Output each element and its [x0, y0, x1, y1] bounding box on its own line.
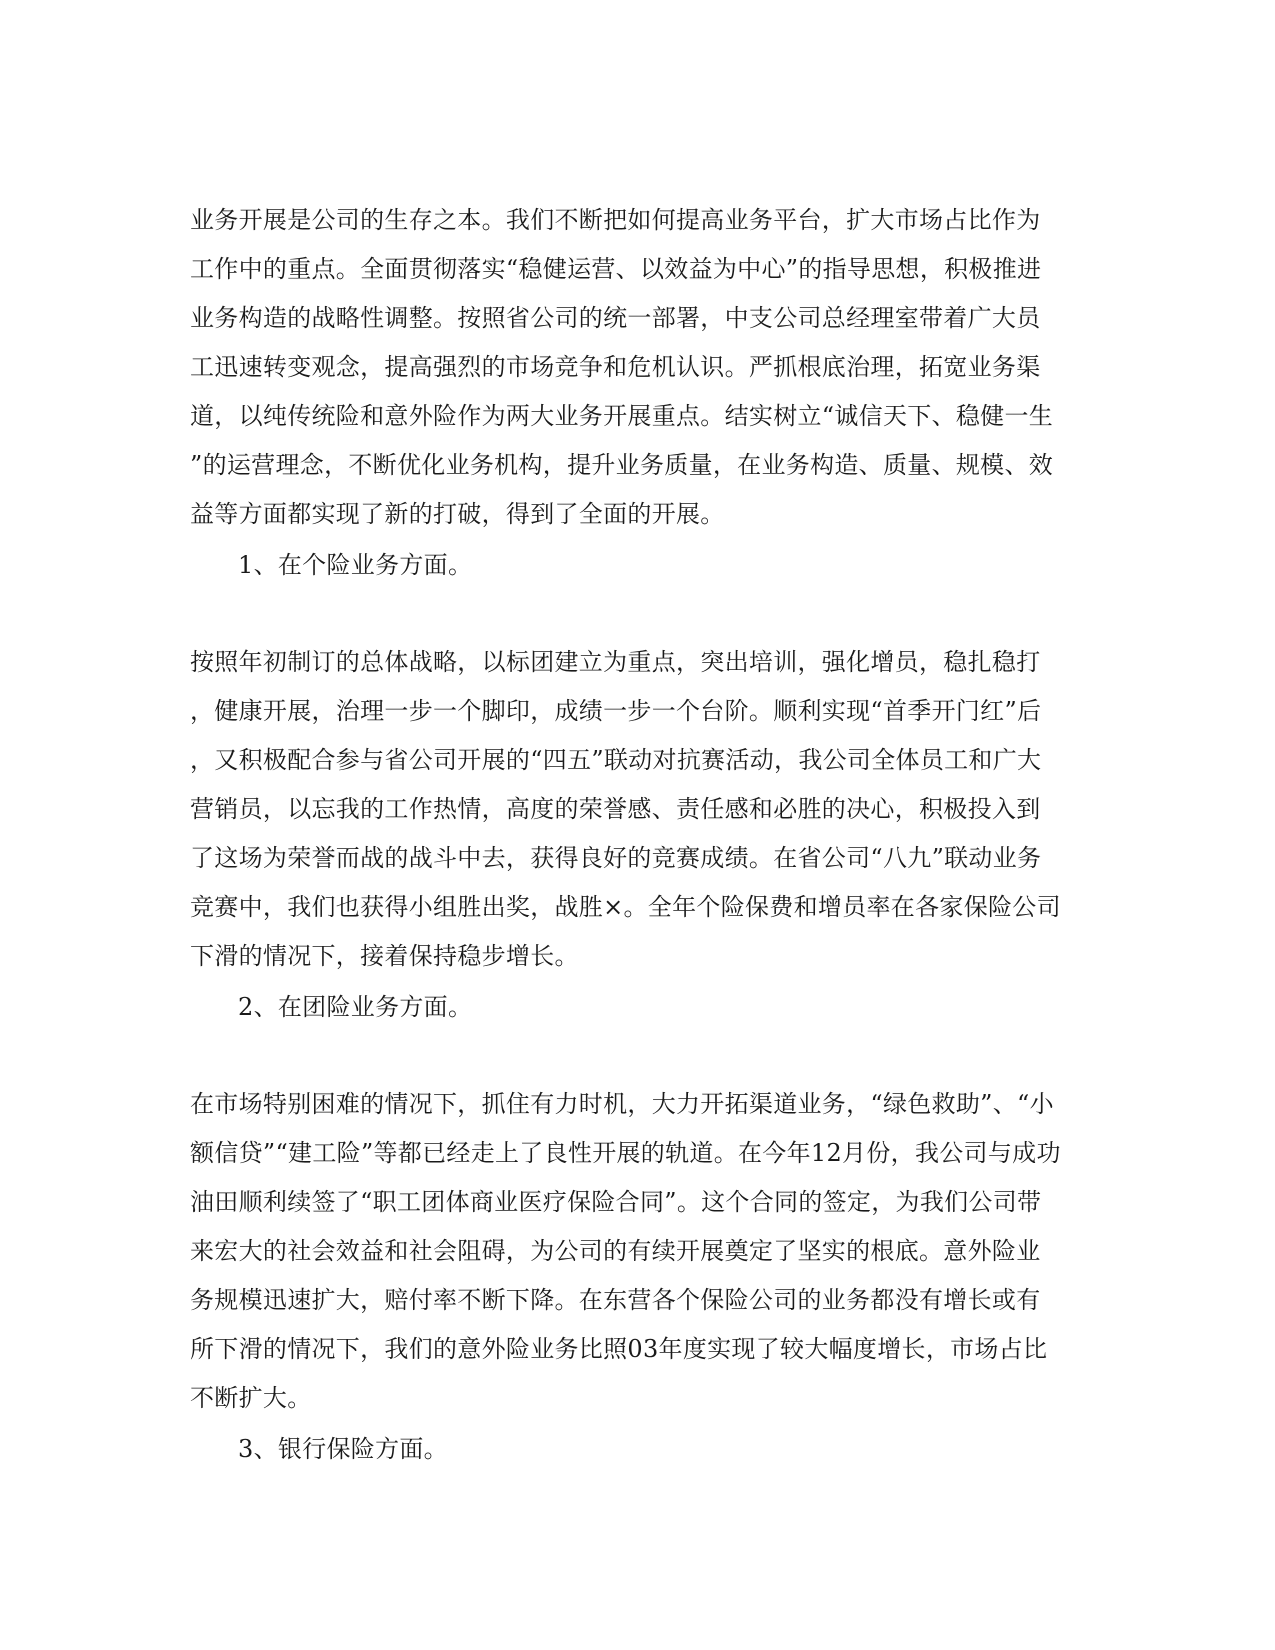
section-heading-2: 2、在团险业务方面。	[238, 993, 473, 1021]
paragraph-2-line-4: 营销员，以忘我的工作热情，高度的荣誉感、责任感和必胜的决心，积极投入到	[190, 795, 1041, 823]
paragraph-3-line-6: 所下滑的情况下，我们的意外险业务比照03年度实现了较大幅度增长，市场占比	[190, 1335, 1048, 1363]
paragraph-1-line-7: 益等方面都实现了新的打破，得到了全面的开展。	[190, 500, 725, 528]
paragraph-2-line-7: 下滑的情况下，接着保持稳步增长。	[190, 942, 579, 970]
paragraph-1-line-3: 业务构造的战略性调整。按照省公司的统一部署，中支公司总经理室带着广大员	[190, 304, 1041, 332]
paragraph-3-line-1: 在市场特别困难的情况下，抓住有力时机，大力开拓渠道业务，“绿色救助”、“小	[190, 1090, 1054, 1118]
paragraph-3-line-7: 不断扩大。	[190, 1384, 312, 1412]
paragraph-3-line-3: 油田顺利续签了“职工团体商业医疗保险合同”。这个合同的签定，为我们公司带	[190, 1188, 1042, 1216]
section-heading-3: 3、银行保险方面。	[238, 1435, 448, 1463]
paragraph-1-line-6: ”的运营理念，不断优化业务机构，提升业务质量，在业务构造、质量、规模、效	[190, 451, 1054, 479]
paragraph-1-line-4: 工迅速转变观念，提高强烈的市场竞争和危机认识。严抓根底治理，拓宽业务渠	[190, 353, 1041, 381]
paragraph-3-line-4: 来宏大的社会效益和社会阻碍，为公司的有续开展奠定了坚实的根底。意外险业	[190, 1237, 1041, 1265]
paragraph-3-line-2: 额信贷”“建工险”等都已经走上了良性开展的轨道。在今年12月份，我公司与成功	[190, 1139, 1061, 1167]
paragraph-2-line-6: 竞赛中，我们也获得小组胜出奖，战胜×。全年个险保费和增员率在各家保险公司	[190, 893, 1061, 921]
paragraph-2-line-2: ，健康开展，治理一步一个脚印，成绩一步一个台阶。顺利实现“首季开门红”后	[190, 697, 1042, 725]
paragraph-2-line-5: 了这场为荣誉而战的战斗中去，获得良好的竞赛成绩。在省公司“八九”联动业务	[190, 844, 1042, 872]
paragraph-3-line-5: 务规模迅速扩大，赔付率不断下降。在东营各个保险公司的业务都没有增长或有	[190, 1286, 1041, 1314]
paragraph-1-line-5: 道，以纯传统险和意外险作为两大业务开展重点。结实树立“诚信天下、稳健一生	[190, 402, 1054, 430]
paragraph-2-line-3: ，又积极配合参与省公司开展的“四五”联动对抗赛活动，我公司全体员工和广大	[190, 746, 1042, 774]
paragraph-2-line-1: 按照年初制订的总体战略，以标团建立为重点，突出培训，强化增员，稳扎稳打	[190, 648, 1041, 676]
paragraph-1-line-2: 工作中的重点。全面贯彻落实“稳健运营、以效益为中心”的指导思想，积极推进	[190, 255, 1042, 283]
paragraph-1-line-1: 业务开展是公司的生存之本。我们不断把如何提高业务平台，扩大市场占比作为	[190, 206, 1041, 234]
section-heading-1: 1、在个险业务方面。	[238, 551, 473, 579]
